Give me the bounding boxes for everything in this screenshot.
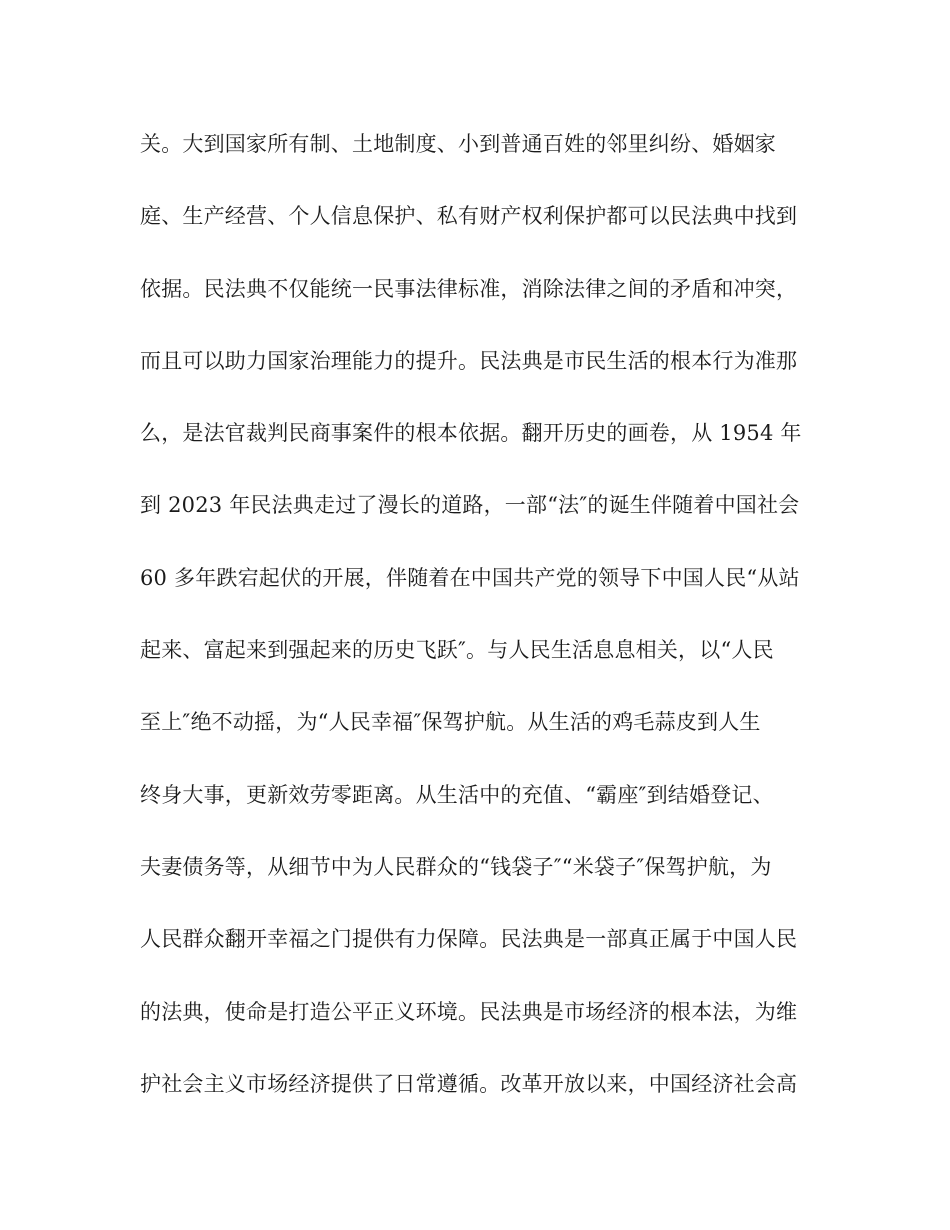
text-line-7: 60 多年跌宕起伏的开展，伴随着在中国共产党的领导下中国人民“从站 [140,565,800,590]
text-line-12: 人民群众翻开幸福之门提供有力保障。民法典是一部真正属于中国人民 [140,927,798,952]
text-line-13: 的法典，使命是打造公平正义环境。民法典是市场经济的根本法，为维 [140,999,798,1024]
text-line-14: 护社会主义市场经济提供了日常遵循。改革开放以来，中国经济社会高 [140,1071,798,1096]
text-line-2: 庭、生产经营、个人信息保护、私有财产权利保护都可以民法典中找到 [140,204,798,229]
body-text [140,120,830,1132]
text-line-4: 而且可以助力国家治理能力的提升。民法典是市民生活的根本行为准那 [140,348,798,373]
text-line-5: 么，是法官裁判民商事案件的根本依据。翻开历史的画卷，从 1954 年 [140,421,802,446]
text-line-8: 起来、富起来到强起来的历史飞跃″。与人民生活息息相关，以“人民 [140,638,774,663]
text-line-11: 夫妻债务等，从细节中为人民群众的“钱袋子″“米袋子″保驾护航，为 [140,854,772,879]
text-line-6: 到 2023 年民法典走过了漫长的道路，一部“法″的诞生伴随着中国社会 [140,493,800,518]
text-line-10: 终身大事，更新效劳零距离。从生活中的充值、“霸座″到结婚登记、 [140,782,774,807]
text-line-3: 依据。民法典不仅能统一民事法律标准，消除法律之间的矛盾和冲突， [140,276,798,301]
text-line-1: 关。大到国家所有制、土地制度、小到普通百姓的邻里纠纷、婚姻家 [140,132,776,156]
text-line-9: 至上″绝不动摇，为“人民幸福″保驾护航。从生活的鸡毛蒜皮到人生 [140,710,761,735]
